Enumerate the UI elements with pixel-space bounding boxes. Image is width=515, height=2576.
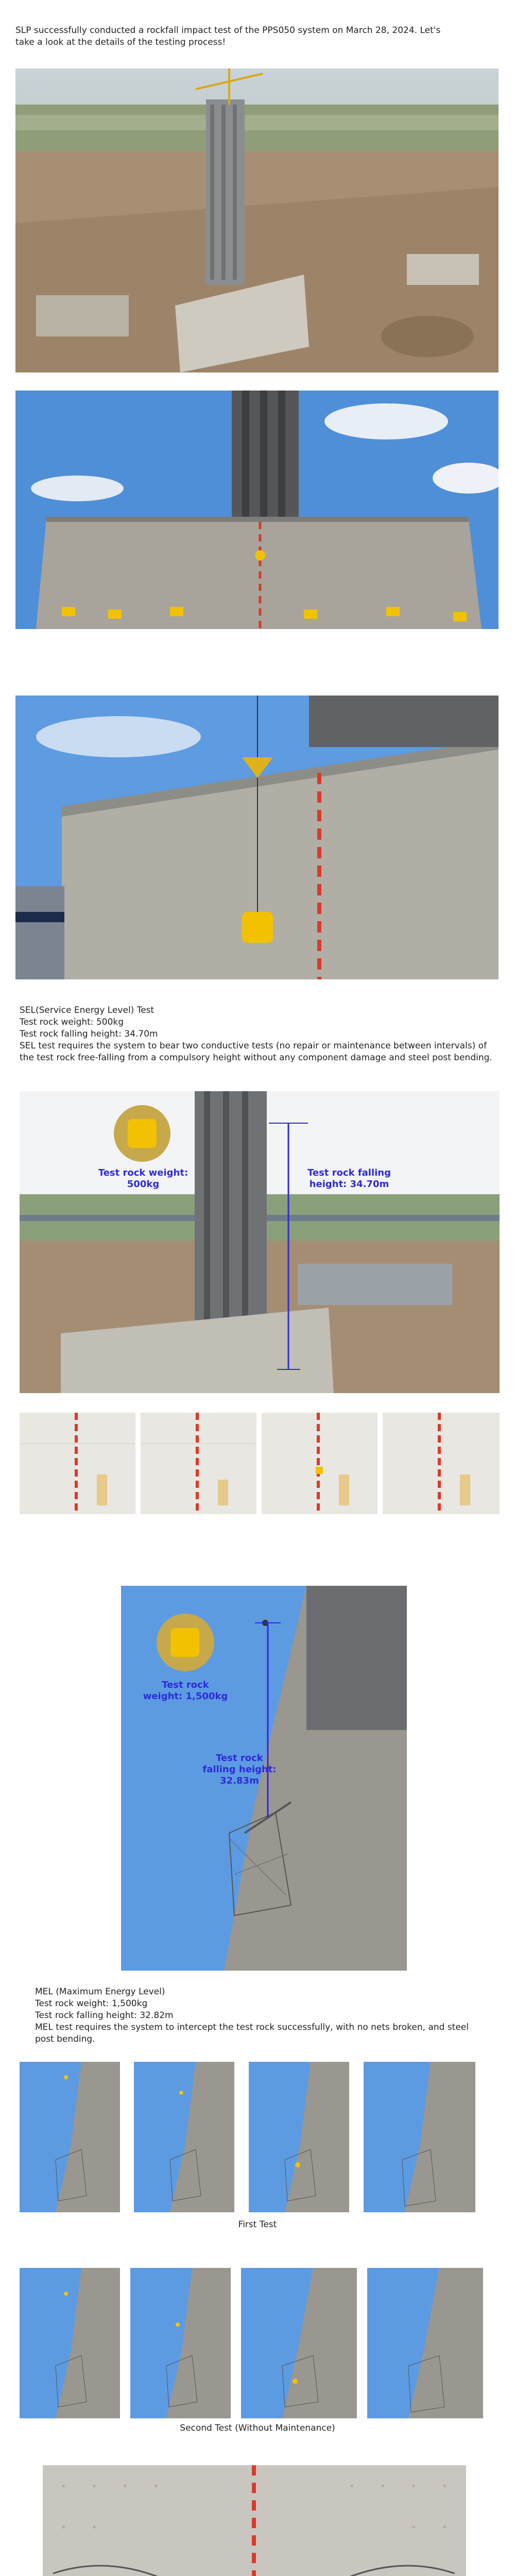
photo-sel-annotated — [20, 1091, 500, 1393]
caption-second-test: Second Test (Without Maintenance) — [180, 2423, 335, 2433]
mel-description: MEL test requires the system to intercept the test rock successfully, with no nets broken, and steel post bending. — [35, 2022, 469, 2044]
intro-paragraph: SLP successfully conducted a rockfall impact test of the PPS050 system on March 28, 2024. Let's take a look at the details of the testing process! — [15, 25, 441, 47]
sel-annotation-weight: Test rock weight: 500kg — [98, 1167, 188, 1190]
mel-height: Test rock falling height: 32.82m — [35, 2010, 174, 2021]
photo-strip-second-test — [20, 2268, 496, 2418]
photo-closeup-4 — [383, 1413, 500, 1514]
sel-section — [20, 1005, 499, 1064]
sel-annotation-height: Test rock falling height: 34.70m — [307, 1167, 391, 1190]
photo-closeup-3 — [262, 1413, 377, 1514]
photo-strip-sel-closeups — [20, 1413, 500, 1514]
first-test-frame-4 — [364, 2062, 475, 2212]
second-test-frame-1 — [20, 2268, 120, 2418]
caption-first-test: First Test — [238, 2219, 277, 2230]
first-test-frame-3 — [249, 2062, 349, 2212]
second-test-frame-2 — [130, 2268, 231, 2418]
mel-weight: Test rock weight: 1,500kg — [35, 1998, 148, 2009]
mel-annotation-weight: Test rock weight: 1,500kg — [143, 1680, 228, 1702]
photo-wall-front — [15, 391, 499, 629]
first-test-frame-1 — [20, 2062, 120, 2212]
photo-closeup-1 — [20, 1413, 135, 1514]
sel-heading: SEL(Service Energy Level) Test — [20, 1005, 154, 1015]
second-test-frame-4 — [367, 2268, 483, 2418]
photo-test-passed — [43, 2465, 466, 2576]
sel-height: Test rock falling height: 34.70m — [20, 1029, 158, 1039]
sel-description: SEL test requires the system to bear two conductive tests (no repair or maintenance between intervals) of the test rock free-falling from a compulsory height without any component damage and steel post bending. — [20, 1041, 492, 1063]
photo-strip-first-test — [20, 2062, 475, 2212]
mel-annotation-height: Test rock falling height: 32.83m — [202, 1753, 277, 1786]
mel-section — [35, 1986, 488, 2045]
first-test-frame-2 — [134, 2062, 234, 2212]
sel-weight: Test rock weight: 500kg — [20, 1017, 124, 1027]
photo-aerial-site — [15, 69, 499, 372]
second-test-frame-3 — [241, 2268, 357, 2418]
mel-heading: MEL (Maximum Energy Level) — [35, 1987, 165, 1997]
photo-mel-annotated — [121, 1586, 407, 1971]
photo-closeup-2 — [141, 1413, 256, 1514]
photo-rock-hanging — [15, 696, 499, 979]
